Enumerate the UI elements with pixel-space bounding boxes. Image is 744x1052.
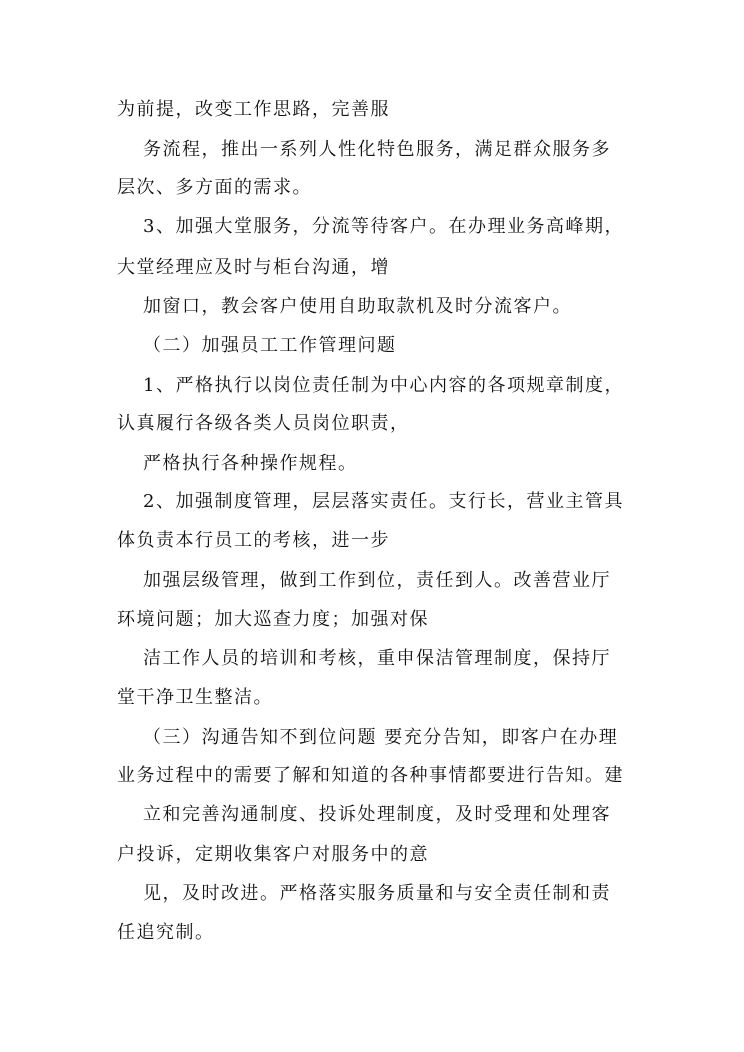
text-line: 1、严格执行以岗位责任制为中心内容的各项规章制度， xyxy=(143,375,624,396)
text-line: 任追究制。 xyxy=(117,922,215,943)
text-line: 大堂经理应及时与柜台沟通，增 xyxy=(117,257,390,278)
text-line: 认真履行各级各类人员岗位职责， xyxy=(117,413,410,434)
text-line: 2、加强制度管理，层层落实责任。支行长，营业主管具 xyxy=(143,491,624,512)
text-line: 加窗口，教会客户使用自助取款机及时分流客户。 xyxy=(143,296,572,317)
text-line: 环境问题；加大巡查力度；加强对保 xyxy=(117,609,429,630)
text-line: 堂干净卫生整洁。 xyxy=(117,687,273,708)
text-line: 3、加强大堂服务，分流等待客户。在办理业务高峰期， xyxy=(143,216,624,237)
text-line: 层次、多方面的需求。 xyxy=(117,177,312,198)
text-line: 严格执行各种操作规程。 xyxy=(143,453,358,474)
section-heading: （三）沟通告知不到位问题 要充分告知，即客户在办理 xyxy=(143,727,619,748)
text-line: 立和完善沟通制度、投诉处理制度，及时受理和处理客 xyxy=(143,804,611,825)
section-heading: （二）加强员工工作管理问题 xyxy=(143,335,397,356)
text-line: 洁工作人员的培训和考核，重申保洁管理制度，保持厅 xyxy=(143,648,611,669)
text-line: 见，及时改进。严格落实服务质量和与安全责任制和责 xyxy=(143,883,611,904)
text-line: 户投诉，定期收集客户对服务中的意 xyxy=(117,844,429,865)
text-line: 为前提，改变工作思路，完善服 xyxy=(117,99,390,120)
text-line: 体负责本行员工的考核，进一步 xyxy=(117,530,390,551)
text-line: 务流程，推出一系列人性化特色服务，满足群众服务多 xyxy=(143,139,611,160)
text-line: 业务过程中的需要了解和知道的各种事情都要进行告知。建 xyxy=(117,765,624,786)
text-line: 加强层级管理，做到工作到位，责任到人。改善营业厅 xyxy=(143,570,611,591)
